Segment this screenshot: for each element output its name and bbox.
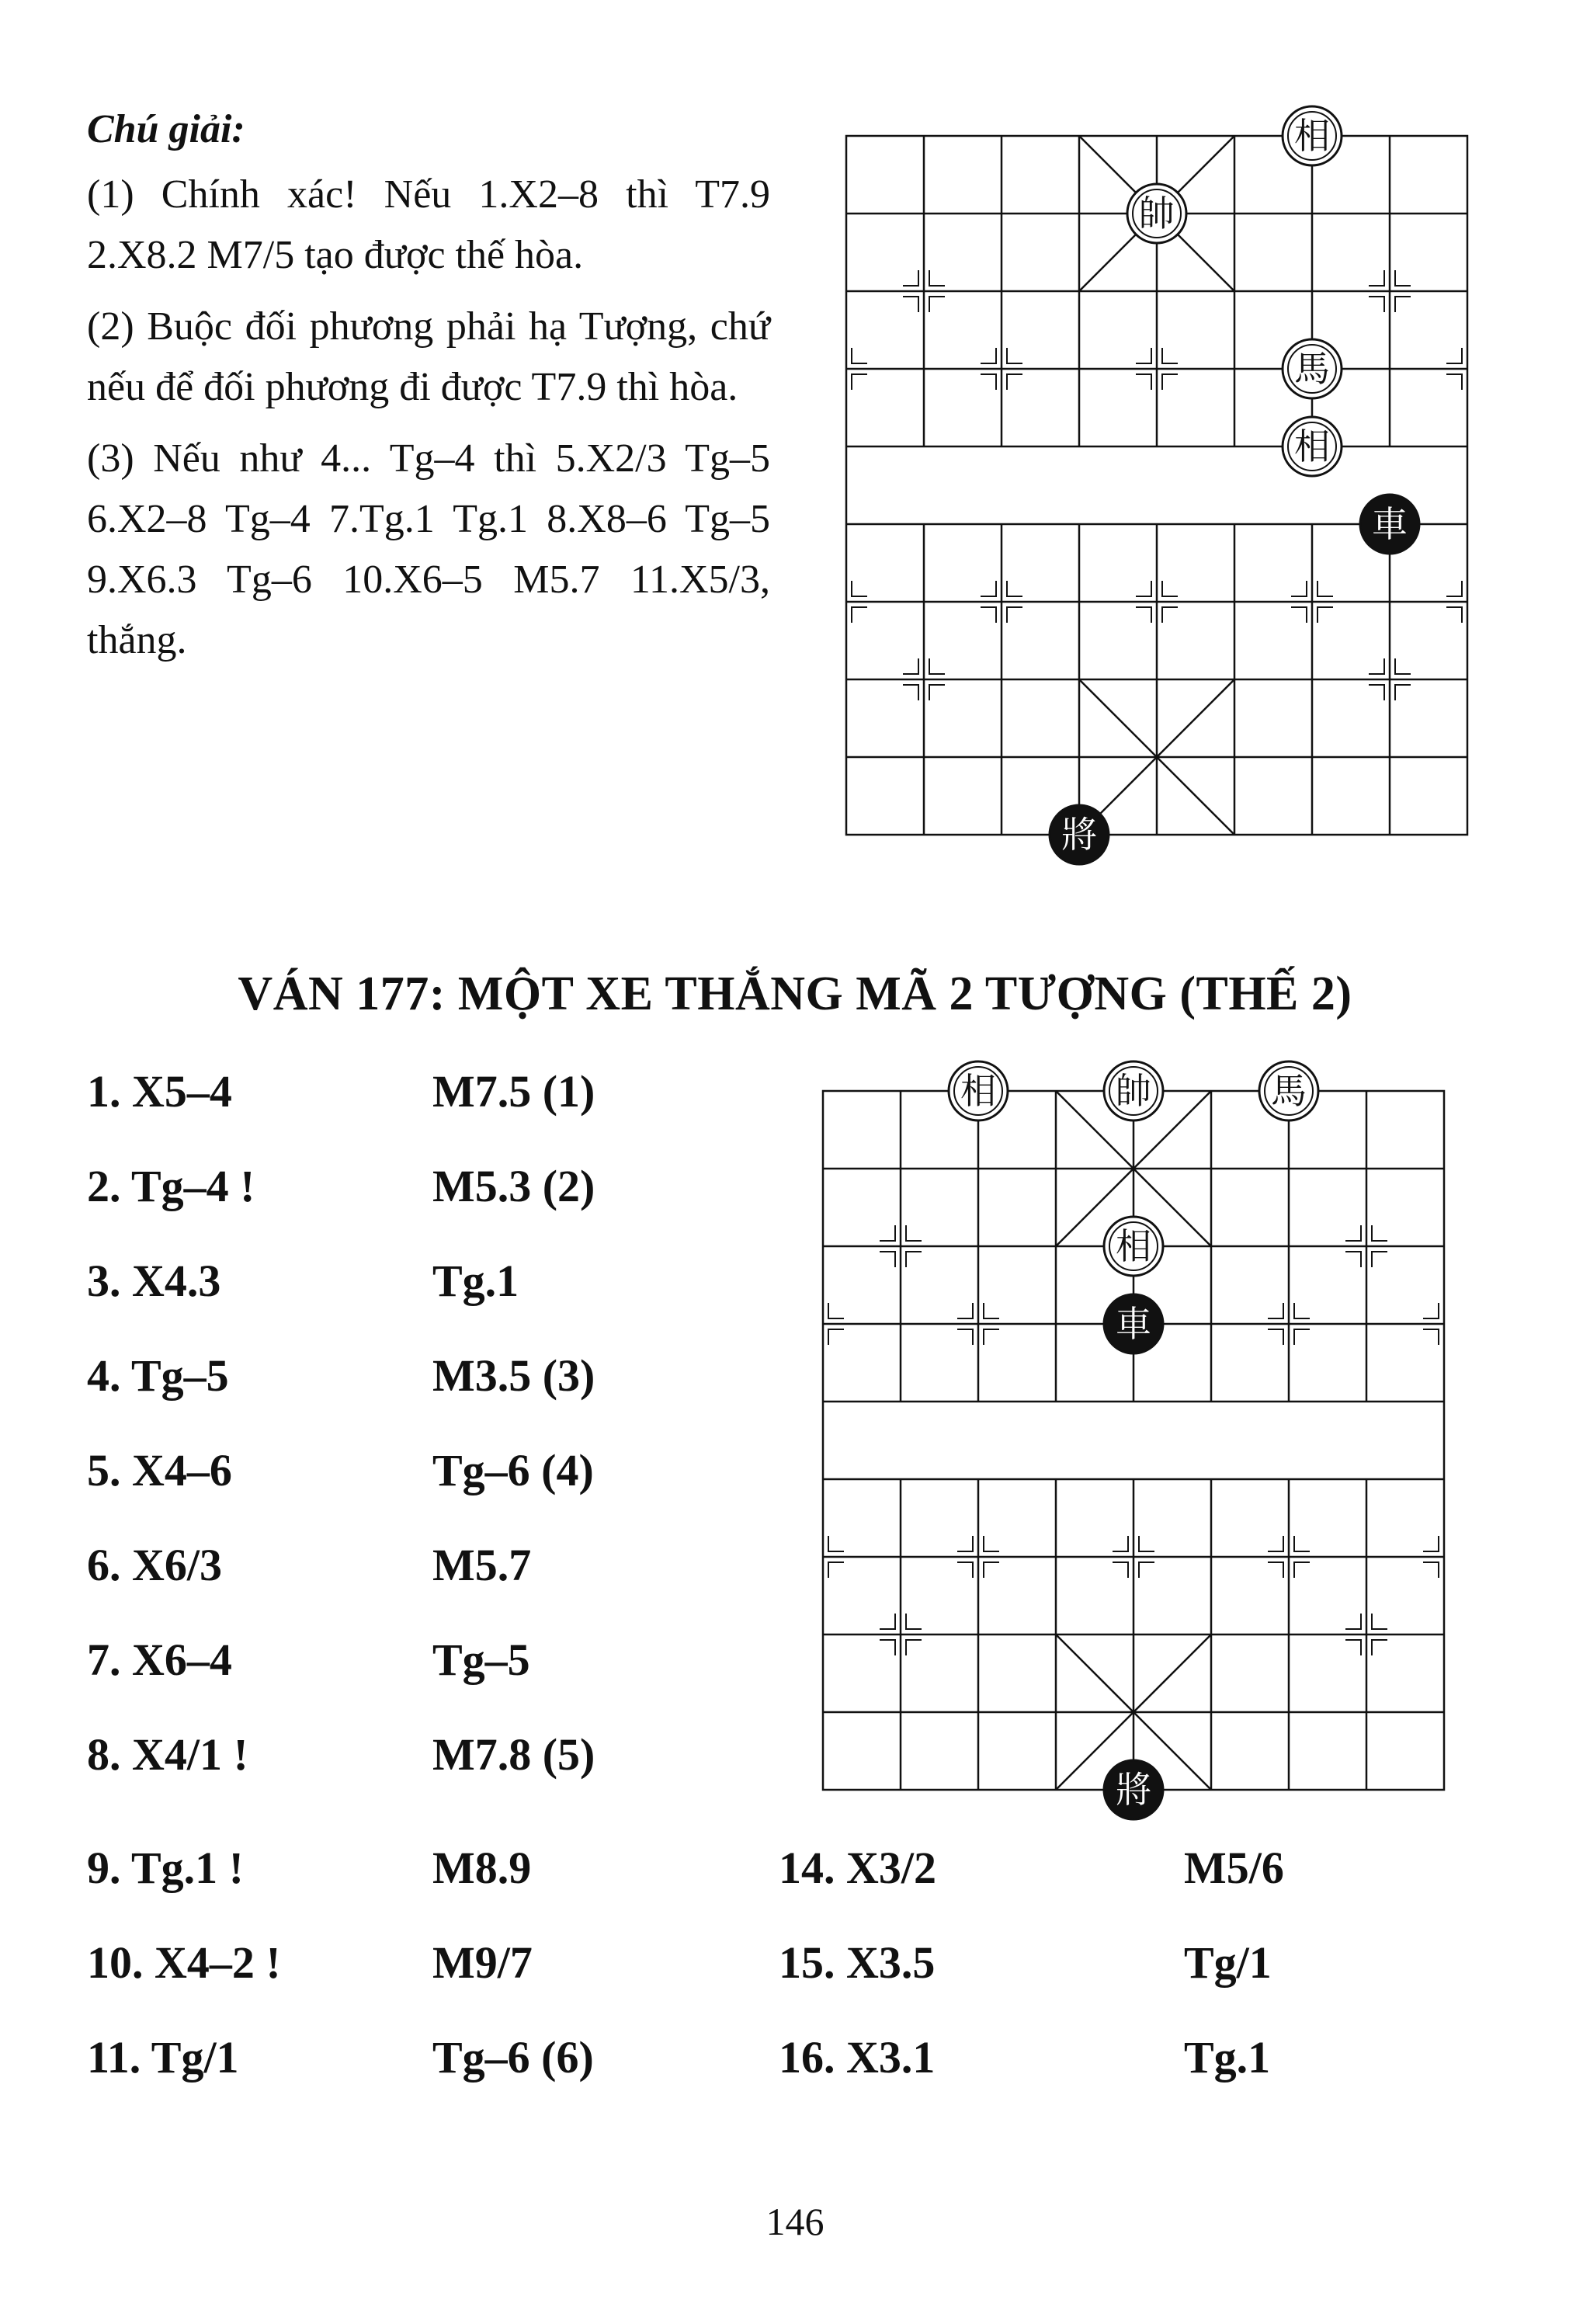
move-black: M5.3 (2) [432, 1161, 595, 1211]
position-marker [1268, 1303, 1283, 1318]
position-marker [852, 581, 867, 596]
position-marker [1446, 374, 1462, 390]
position-marker [1162, 581, 1178, 596]
position-marker [1291, 607, 1307, 623]
position-marker [957, 1329, 973, 1345]
position-marker [906, 1252, 922, 1267]
move-black: M9/7 [432, 1937, 533, 1988]
position-marker [1369, 685, 1384, 700]
position-marker [957, 1536, 973, 1551]
position-marker [852, 348, 867, 363]
position-marker [852, 607, 867, 623]
piece-glyph: 相 [1294, 115, 1330, 157]
black-piece [1360, 495, 1419, 554]
position-marker [1369, 270, 1384, 286]
move-black: M8.9 [432, 1843, 532, 1893]
move-white: 14. X3/2 [779, 1843, 936, 1893]
position-marker [1007, 348, 1022, 363]
piece-glyph: 相 [960, 1070, 996, 1112]
position-marker [1395, 685, 1411, 700]
position-marker [1395, 270, 1411, 286]
moves-right-column [779, 1842, 1477, 2083]
move-white: 10. X4–2 ! [87, 1937, 281, 1988]
position-marker [984, 1562, 999, 1578]
position-marker [1162, 348, 1178, 363]
move-black: Tg/1 [1184, 1937, 1272, 1988]
position-marker [1136, 581, 1151, 596]
black-piece [1050, 805, 1109, 864]
xiangqi-board-game-177 [815, 1056, 1452, 1825]
position-marker [852, 374, 867, 390]
move-white: 6. X6/3 [87, 1540, 222, 1590]
move-black: Tg–6 (6) [432, 2032, 594, 2083]
move-white: 15. X3.5 [779, 1937, 936, 1988]
move-white: 7. X6–4 [87, 1634, 232, 1685]
piece-glyph: 帥 [1116, 1070, 1151, 1112]
note-1: (1) Chính xác! Nếu 1.X2–8 thì T7.9 2.X8.2 M7/5 tạo được thế hòa. [87, 172, 770, 277]
position-marker [828, 1562, 844, 1578]
position-marker [1136, 374, 1151, 390]
piece-glyph: 相 [1294, 426, 1330, 467]
position-marker [880, 1640, 895, 1655]
page-number: 146 [765, 2200, 825, 2243]
move-black: Tg.1 [432, 1256, 519, 1306]
position-marker [1294, 1562, 1310, 1578]
position-marker [1162, 607, 1178, 623]
notes-title: Chú giải: [87, 107, 245, 151]
piece-glyph: 車 [1372, 503, 1408, 545]
position-marker [1446, 607, 1462, 623]
position-marker [1345, 1640, 1361, 1655]
position-marker [903, 297, 918, 312]
position-marker [1139, 1536, 1154, 1551]
move-black: Tg.1 [1184, 2032, 1271, 2083]
position-marker [1423, 1536, 1439, 1551]
position-marker [1136, 348, 1151, 363]
move-black: M7.5 (1) [432, 1066, 595, 1117]
black-piece [1104, 1294, 1163, 1353]
red-piece [1259, 1061, 1318, 1120]
position-marker [906, 1640, 922, 1655]
position-marker [906, 1225, 922, 1241]
piece-glyph: 車 [1116, 1303, 1151, 1345]
move-white: 1. X5–4 [87, 1066, 232, 1117]
position-marker [1268, 1329, 1283, 1345]
position-marker [1372, 1614, 1387, 1629]
position-marker [957, 1303, 973, 1318]
position-marker [1372, 1252, 1387, 1267]
position-marker [828, 1303, 844, 1318]
board-diagram [838, 101, 1475, 870]
board-diagram [815, 1056, 1452, 1825]
move-white: 11. Tg/1 [87, 2032, 239, 2083]
position-marker [981, 581, 996, 596]
move-white: 8. X4/1 ! [87, 1729, 248, 1780]
position-marker [1395, 658, 1411, 674]
position-marker [880, 1252, 895, 1267]
red-piece [1104, 1061, 1163, 1120]
move-white: 3. X4.3 [87, 1256, 221, 1306]
position-marker [1113, 1536, 1128, 1551]
position-marker [1372, 1225, 1387, 1241]
position-marker [981, 374, 996, 390]
position-marker [1369, 658, 1384, 674]
position-marker [984, 1329, 999, 1345]
position-marker [929, 297, 945, 312]
move-white: 16. X3.1 [779, 2032, 936, 2083]
move-black: M5.7 [432, 1540, 532, 1590]
position-marker [1395, 297, 1411, 312]
piece-glyph: 馬 [1294, 348, 1330, 390]
position-marker [1291, 581, 1307, 596]
position-marker [984, 1536, 999, 1551]
position-marker [929, 658, 945, 674]
piece-glyph: 馬 [1271, 1070, 1307, 1112]
position-marker [1268, 1562, 1283, 1578]
position-marker [981, 607, 996, 623]
position-marker [1446, 581, 1462, 596]
move-black: M3.5 (3) [432, 1350, 595, 1401]
position-marker [1345, 1225, 1361, 1241]
position-marker [1345, 1252, 1361, 1267]
red-piece [1283, 106, 1342, 165]
piece-glyph: 帥 [1139, 193, 1175, 234]
note-3: (3) Nếu như 4... Tg–4 thì 5.X2/3 Tg–5 6.X2–8 Tg–4 7.Tg.1 Tg.1 8.X8–6 Tg–5 9.X6.3 Tg–6 10.X6–5 M5.7 11.X5/3, thắng. [87, 436, 770, 662]
position-marker [1423, 1562, 1439, 1578]
position-marker [1423, 1303, 1439, 1318]
position-marker [1345, 1614, 1361, 1629]
position-marker [880, 1614, 895, 1629]
position-marker [984, 1303, 999, 1318]
position-marker [1007, 581, 1022, 596]
position-marker [1007, 374, 1022, 390]
position-marker [880, 1225, 895, 1241]
position-marker [1294, 1329, 1310, 1345]
note-2: (2) Buộc đối phương phải hạ Tượng, chứ nếu để đối phương đi được T7.9 thì hòa. [87, 304, 770, 409]
red-piece [1283, 417, 1342, 476]
move-white: 9. Tg.1 ! [87, 1843, 244, 1893]
position-marker [1113, 1562, 1128, 1578]
move-white: 2. Tg–4 ! [87, 1161, 255, 1211]
position-marker [903, 685, 918, 700]
position-marker [1369, 297, 1384, 312]
position-marker [957, 1562, 973, 1578]
position-marker [929, 685, 945, 700]
red-piece [1283, 339, 1342, 398]
xiangqi-board-previous [838, 101, 1475, 870]
position-marker [1007, 607, 1022, 623]
notes-section [87, 99, 770, 682]
position-marker [1268, 1536, 1283, 1551]
move-white: 5. X4–6 [87, 1445, 232, 1495]
section-heading: VÁN 177: MỘT XE THẮNG MÃ 2 TƯỢNG (THẾ 2) [238, 967, 1352, 1020]
position-marker [1372, 1640, 1387, 1655]
moves-left-column [87, 1065, 786, 2083]
red-piece [949, 1061, 1008, 1120]
piece-glyph: 相 [1116, 1225, 1151, 1267]
black-piece [1104, 1760, 1163, 1819]
position-marker [1317, 607, 1333, 623]
piece-glyph: 將 [1061, 814, 1097, 856]
move-black: M5/6 [1184, 1843, 1284, 1893]
position-marker [1423, 1329, 1439, 1345]
piece-glyph: 將 [1116, 1769, 1151, 1811]
position-marker [981, 348, 996, 363]
position-marker [929, 270, 945, 286]
position-marker [1294, 1536, 1310, 1551]
position-marker [1136, 607, 1151, 623]
move-white: 4. Tg–5 [87, 1350, 229, 1401]
position-marker [1294, 1303, 1310, 1318]
move-black: Tg–5 [432, 1634, 530, 1685]
position-marker [1446, 348, 1462, 363]
position-marker [1317, 581, 1333, 596]
position-marker [828, 1536, 844, 1551]
position-marker [1139, 1562, 1154, 1578]
position-marker [1162, 374, 1178, 390]
red-piece [1127, 184, 1186, 243]
position-marker [828, 1329, 844, 1345]
move-black: M7.8 (5) [432, 1729, 595, 1780]
move-black: Tg–6 (4) [432, 1445, 594, 1495]
board-grid [823, 1091, 1444, 1790]
position-marker [906, 1614, 922, 1629]
position-marker [903, 270, 918, 286]
red-piece [1104, 1217, 1163, 1276]
position-marker [903, 658, 918, 674]
